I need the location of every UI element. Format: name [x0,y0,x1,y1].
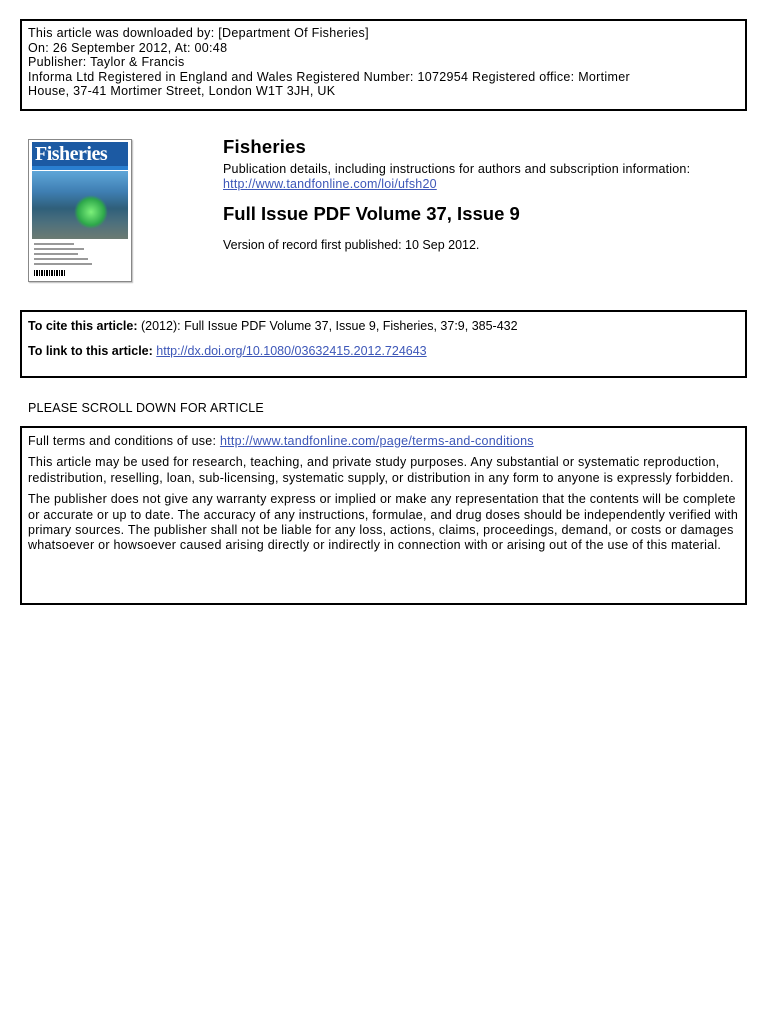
cover-text-line [34,258,88,260]
cover-text-line [34,253,78,255]
downloaded-by-line: This article was downloaded by: [Department Of Fisheries] [28,26,369,40]
publication-details: Publication details, including instructions for authors and subscription information: [223,162,691,176]
journal-link[interactable]: http://www.tandfonline.com/loi/ufsh20 [223,177,437,191]
download-notice-box [20,19,747,111]
cite-label: To cite this article: [28,319,138,333]
version-of-record: Version of record first published: 10 Sep 2012. [223,238,480,252]
terms-label: Full terms and conditions of use: [28,434,220,448]
cover-photo [32,171,128,239]
cover-text-line [34,263,92,265]
doi-link[interactable]: http://dx.doi.org/10.1080/03632415.2012.724643 [156,344,427,358]
cite-text: (2012): Full Issue PDF Volume 37, Issue 9, Fisheries, 37:9, 385-432 [137,319,518,333]
barcode-icon [34,270,66,276]
scroll-notice: PLEASE SCROLL DOWN FOR ARTICLE [28,401,264,415]
usage-paragraph: This article may be used for research, teaching, and private study purposes. Any substantial or systematic reproduction, redistribution, reselling, loan, sub-licensing, systematic supply, or distribution in any form to anyone is expressly forbidden. [28,455,734,485]
publisher-line: Publisher: Taylor & Francis [28,55,185,70]
terms-link[interactable]: http://www.tandfonline.com/page/terms-and-conditions [219,434,534,448]
cover-text-line [34,243,74,245]
doi-label: To link to this article: [28,344,157,358]
journal-name: Fisheries [223,136,307,157]
terms-row [28,434,739,449]
article-title: Full Issue PDF Volume 37, Issue 9 [223,203,520,224]
citation-box [20,310,747,378]
journal-cover-image [28,139,132,282]
download-date-line: On: 26 September 2012, At: 00:48 [28,40,228,55]
terms-box [20,426,747,605]
cite-row [28,319,518,334]
disclaimer-paragraph: The publisher does not give any warranty express or implied or make any representation that the contents will be complete or accurate or up to date. The accuracy of any instructions, formulae, and drug doses should be independently verified with primary sources. The publisher shall not be liable for any loss, actions, claims, proceedings, demand, or costs or damages whatsoever or howsoever caused arising directly or indirectly in connection with or arising out of the use of this material. [28,492,739,553]
address-line: House, 37-41 Mortimer Street, London W1T 3JH, UK [28,84,336,99]
cover-banner-strip [32,166,128,170]
registration-line: Informa Ltd Registered in England and Wales Registered Number: 1072954 Registered office: Mortimer [28,69,630,84]
doi-row [28,344,427,359]
cover-title: Fisheries [32,142,128,166]
cover-text-line [34,248,84,250]
